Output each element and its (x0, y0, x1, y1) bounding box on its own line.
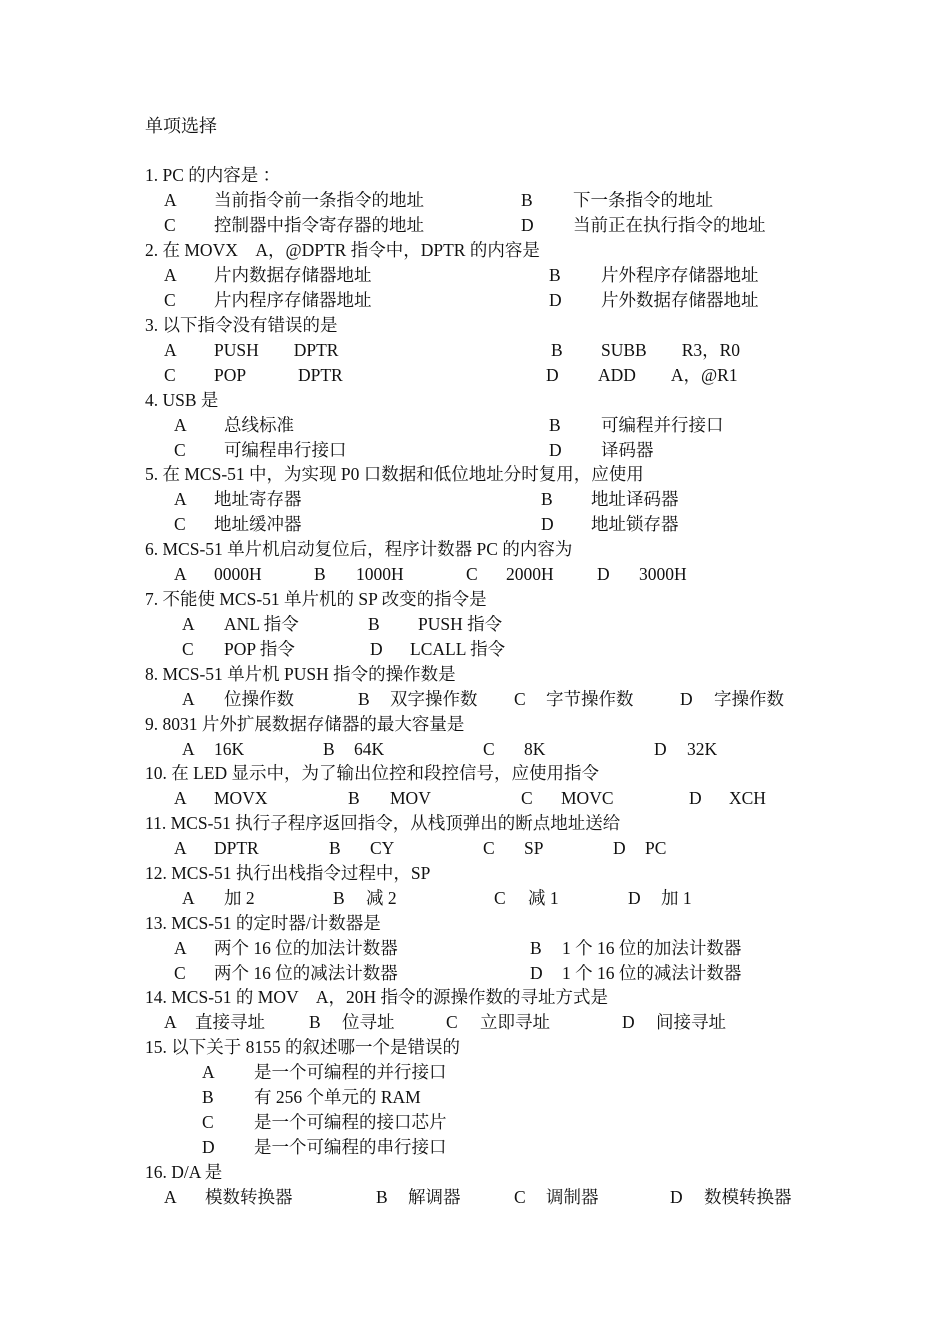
option-text: 译码器 (601, 440, 654, 460)
option-text: SUBB R3，R0 (601, 340, 741, 360)
option-text: ANL 指令 (224, 614, 299, 634)
option-text: 加 1 (661, 888, 692, 908)
option-text: XCH (729, 788, 766, 808)
question-stem: 12. MCS-51 执行出栈指令过程中，SP (145, 863, 431, 883)
question-stem: 9. 8031 片外扩展数据存储器的最大容量是 (145, 714, 465, 734)
question-stem: 11. MCS-51 执行子程序返回指令，从栈顶弹出的断点地址送给 (145, 813, 621, 833)
option-letter: D (628, 888, 641, 908)
option-text: 0000H (214, 564, 262, 584)
option-letter: C (466, 564, 478, 584)
option-letter: B (202, 1087, 214, 1107)
option-text: 是一个可编程的串行接口 (254, 1137, 447, 1157)
option-text: 字节操作数 (546, 689, 634, 709)
option-letter: D (622, 1012, 635, 1032)
option-letter: A (174, 489, 187, 509)
option-text: 调制器 (546, 1187, 599, 1207)
option-text: 当前指令前一条指令的地址 (214, 190, 424, 210)
option-text: 1 个 16 位的减法计数器 (562, 963, 742, 983)
option-text: 地址寄存器 (214, 489, 302, 509)
page-title: 单项选择 (145, 116, 217, 136)
option-text: CY (370, 838, 395, 858)
option-letter: B (333, 888, 345, 908)
option-letter: C (174, 514, 186, 534)
option-letter: B (358, 689, 370, 709)
option-letter: B (368, 614, 380, 634)
option-text: 减 1 (528, 888, 559, 908)
option-letter: C (164, 365, 176, 385)
option-letter: A (164, 1187, 177, 1207)
option-letter: B (329, 838, 341, 858)
option-text: 2000H (506, 564, 554, 584)
option-letter: A (182, 614, 195, 634)
option-letter: D (530, 963, 543, 983)
option-text: POP 指令 (224, 639, 295, 659)
option-text: 有 256 个单元的 RAM (254, 1087, 421, 1107)
question-stem: 1. PC 的内容是 ： (145, 165, 281, 185)
option-text: POP DPTR (214, 365, 343, 385)
option-letter: A (164, 340, 177, 360)
option-text: MOVC (561, 788, 614, 808)
option-letter: A (174, 838, 187, 858)
option-letter: B (541, 489, 553, 509)
option-text: 双字操作数 (390, 689, 478, 709)
question-stem: 16. D/A 是 (145, 1162, 223, 1182)
option-text: PUSH 指令 (418, 614, 503, 634)
option-letter: B (521, 190, 533, 210)
option-letter: B (309, 1012, 321, 1032)
option-text: 可编程串行接口 (224, 440, 347, 460)
option-text: LCALL 指令 (410, 639, 506, 659)
option-text: 减 2 (366, 888, 397, 908)
option-letter: D (202, 1137, 215, 1157)
option-text: 8K (524, 739, 546, 759)
option-text: 间接寻址 (656, 1012, 726, 1032)
option-text: 当前正在执行指令的地址 (573, 215, 766, 235)
option-text: 数模转换器 (704, 1187, 792, 1207)
option-text: PC (645, 838, 667, 858)
option-letter: B (376, 1187, 388, 1207)
option-text: PUSH DPTR (214, 340, 339, 360)
option-letter: D (597, 564, 610, 584)
option-text: 地址译码器 (591, 489, 679, 509)
option-text: 模数转换器 (205, 1187, 293, 1207)
option-text: 位寻址 (342, 1012, 395, 1032)
option-letter: C (494, 888, 506, 908)
option-text: 片外程序存储器地址 (601, 265, 759, 285)
option-letter: C (446, 1012, 458, 1032)
option-letter: A (174, 415, 187, 435)
option-letter: C (483, 739, 495, 759)
option-letter: C (202, 1112, 214, 1132)
option-text: MOVX (214, 788, 268, 808)
question-stem: 7. 不能使 MCS-51 单片机的 SP 改变的指令是 (145, 589, 487, 609)
option-letter: D (670, 1187, 683, 1207)
option-letter: C (514, 689, 526, 709)
option-letter: B (530, 938, 542, 958)
option-text: MOV (390, 788, 431, 808)
option-text: 地址锁存器 (591, 514, 679, 534)
option-text: 片外数据存储器地址 (601, 290, 759, 310)
option-text: ADD A，@R1 (598, 365, 738, 385)
option-letter: B (551, 340, 563, 360)
option-letter: D (654, 739, 667, 759)
option-text: 直接寻址 (195, 1012, 265, 1032)
option-letter: D (613, 838, 626, 858)
option-letter: B (314, 564, 326, 584)
option-letter: A (164, 1012, 177, 1032)
option-text: 加 2 (224, 888, 255, 908)
question-stem: 15. 以下关于 8155 的叙述哪一个是错误的 (145, 1037, 460, 1057)
option-text: 32K (687, 739, 718, 759)
question-stem: 8. MCS-51 单片机 PUSH 指令的操作数是 (145, 664, 456, 684)
question-stem: 3. 以下指令没有错误的是 (145, 315, 338, 335)
option-letter: B (323, 739, 335, 759)
option-text: 1000H (356, 564, 404, 584)
option-text: 字操作数 (714, 689, 784, 709)
option-text: 片内数据存储器地址 (214, 265, 372, 285)
option-text: 立即寻址 (480, 1012, 550, 1032)
option-letter: C (521, 788, 533, 808)
question-stem: 5. 在 MCS-51 中，为实现 P0 口数据和低位地址分时复用，应使用 (145, 464, 644, 484)
option-letter: B (549, 415, 561, 435)
option-text: 是一个可编程的接口芯片 (254, 1112, 447, 1132)
option-letter: D (370, 639, 383, 659)
question-stem: 6. MCS-51 单片机启动复位后，程序计数器 PC 的内容为 (145, 539, 573, 559)
option-letter: D (546, 365, 559, 385)
option-letter: C (514, 1187, 526, 1207)
option-letter: A (164, 190, 177, 210)
option-letter: A (164, 265, 177, 285)
option-text: 地址缓冲器 (214, 514, 302, 534)
option-letter: A (182, 689, 195, 709)
option-text: 控制器中指令寄存器的地址 (214, 215, 424, 235)
question-stem: 13. MCS-51 的定时器/计数器是 (145, 913, 381, 933)
option-letter: D (521, 215, 534, 235)
option-text: 1 个 16 位的加法计数器 (562, 938, 742, 958)
option-letter: B (549, 265, 561, 285)
option-letter: D (549, 440, 562, 460)
option-letter: B (348, 788, 360, 808)
option-letter: A (174, 564, 187, 584)
question-stem: 10. 在 LED 显示中，为了输出位控和段控信号，应使用指令 (145, 763, 600, 783)
option-text: 可编程并行接口 (601, 415, 724, 435)
option-letter: A (174, 788, 187, 808)
option-text: 两个 16 位的加法计数器 (214, 938, 398, 958)
option-letter: D (541, 514, 554, 534)
option-text: 位操作数 (224, 689, 294, 709)
option-text: 64K (354, 739, 385, 759)
option-letter: A (182, 739, 195, 759)
option-letter: C (182, 639, 194, 659)
option-letter: C (164, 290, 176, 310)
option-letter: A (174, 938, 187, 958)
question-stem: 2. 在 MOVX A，@DPTR 指令中，DPTR 的内容是 (145, 240, 540, 260)
question-stem: 14. MCS-51 的 MOV A，20H 指令的源操作数的寻址方式是 (145, 987, 608, 1007)
question-stem: 4. USB 是 (145, 390, 219, 410)
option-letter: D (689, 788, 702, 808)
option-text: 两个 16 位的减法计数器 (214, 963, 398, 983)
option-letter: C (483, 838, 495, 858)
option-letter: A (182, 888, 195, 908)
option-text: DPTR (214, 838, 259, 858)
option-letter: A (202, 1062, 215, 1082)
option-text: 是一个可编程的并行接口 (254, 1062, 447, 1082)
option-letter: C (174, 440, 186, 460)
option-letter: C (164, 215, 176, 235)
option-text: 下一条指令的地址 (573, 190, 713, 210)
option-letter: C (174, 963, 186, 983)
option-text: 3000H (639, 564, 687, 584)
option-letter: D (549, 290, 562, 310)
option-text: 片内程序存储器地址 (214, 290, 372, 310)
option-text: 总线标准 (224, 415, 294, 435)
option-letter: D (680, 689, 693, 709)
option-text: SP (524, 838, 544, 858)
option-text: 16K (214, 739, 245, 759)
option-text: 解调器 (408, 1187, 461, 1207)
